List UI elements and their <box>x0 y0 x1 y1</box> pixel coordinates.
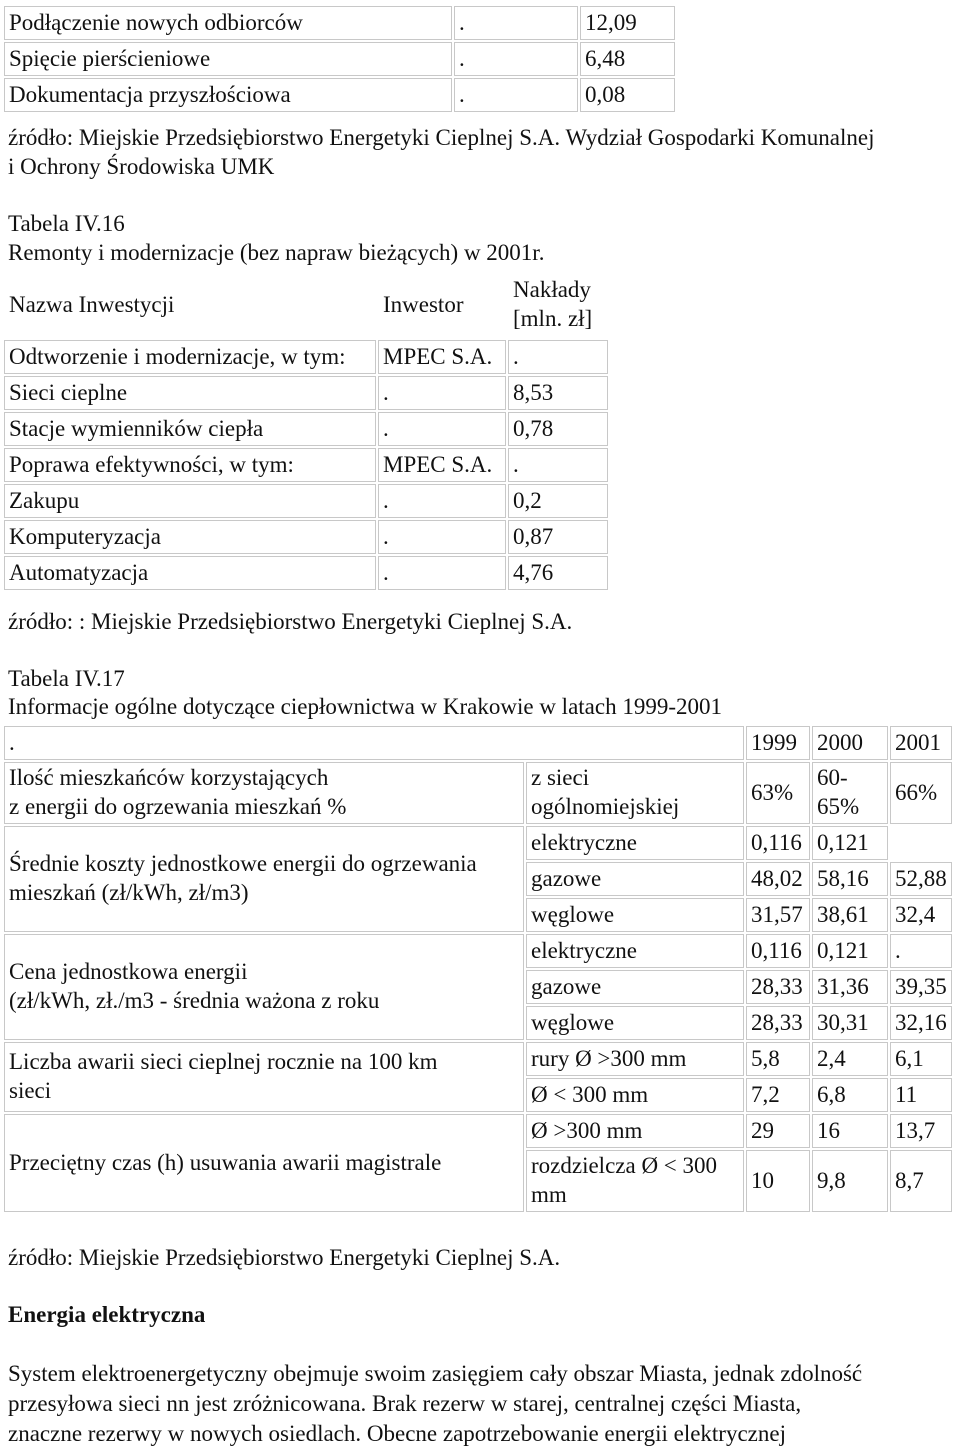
table-row <box>4 520 608 554</box>
table-cell: 7,2 <box>746 1078 810 1112</box>
table-cell: 9,8 <box>812 1150 888 1212</box>
table-row <box>4 556 608 590</box>
table-cell: . <box>454 6 578 40</box>
table-cell: 32,4 <box>890 898 952 932</box>
table-cell: Stacje wymienników ciepła <box>4 412 376 446</box>
table-cell: . <box>378 556 506 590</box>
table-cell: elektryczne <box>526 826 744 860</box>
table-cell: 0,2 <box>508 484 608 518</box>
header-cell: 2001 <box>890 726 952 760</box>
table-cell: 0,116 <box>746 826 810 860</box>
row-label: Liczba awarii sieci cieplnej rocznie na 100 km sieci <box>4 1042 524 1112</box>
table-header-row <box>4 272 608 338</box>
table-iv17 <box>2 724 954 1214</box>
table-cell: 11 <box>890 1078 952 1112</box>
table-cell: MPEC S.A. <box>378 340 506 374</box>
table-cell: Odtworzenie i modernizacje, w tym: <box>4 340 376 374</box>
table-cell: 6,1 <box>890 1042 952 1076</box>
table-cell: . <box>890 934 952 968</box>
table-cell: . <box>378 520 506 554</box>
table-row <box>4 826 952 860</box>
table-row <box>4 78 675 112</box>
table-cell: 0,87 <box>508 520 608 554</box>
source-note: źródło: Miejskie Przedsiębiorstwo Energetyki Cieplnej S.A. Wydział Gospodarki Komunalnej <box>8 125 875 150</box>
table-row <box>4 762 952 824</box>
table-cell: 31,36 <box>812 970 888 1004</box>
table-cell: 10 <box>746 1150 810 1212</box>
table-cell: 28,33 <box>746 970 810 1004</box>
table-cell: 0,116 <box>746 934 810 968</box>
table-cell: Podłączenie nowych odbiorców <box>4 6 452 40</box>
table-cell: . <box>508 340 608 374</box>
table-cell: Poprawa efektywności, w tym: <box>4 448 376 482</box>
table-row <box>4 42 675 76</box>
header-cell: Nazwa Inwestycji <box>4 272 376 338</box>
table-row <box>4 376 608 410</box>
table-cell: 52,88 <box>890 862 952 896</box>
table-row <box>4 448 608 482</box>
table-cell: 0,78 <box>508 412 608 446</box>
table-cell: 29 <box>746 1114 810 1148</box>
table-cell: . <box>378 412 506 446</box>
table-cell: 12,09 <box>580 6 675 40</box>
table-cell: Komputeryzacja <box>4 520 376 554</box>
table-cell: 60- 65% <box>812 762 888 824</box>
table-cell: 8,53 <box>508 376 608 410</box>
table-cell: 39,35 <box>890 970 952 1004</box>
table-cell: węglowe <box>526 898 744 932</box>
table-cell: 8,7 <box>890 1150 952 1212</box>
body-paragraph <box>8 1359 953 1449</box>
paragraph-line: znaczne rezerwy w nowych osiedlach. Obecne zapotrzebowanie energii elektrycznej <box>8 1420 786 1446</box>
table-title: Informacje ogólne dotyczące ciepłownictwa w Krakowie w latach 1999-2001 <box>8 694 722 719</box>
row-label: Przeciętny czas (h) usuwania awarii magistrale <box>4 1114 524 1212</box>
row-label: Cena jednostkowa energii (zł/kWh, zł./m3 - średnia ważona z roku <box>4 934 524 1040</box>
paragraph-line: System elektroenergetyczny obejmuje swoim zasięgiem cały obszar Miasta, jednak zdolność <box>8 1361 863 1386</box>
source-note: źródło: : Miejskie Przedsiębiorstwo Energetyki Cieplnej S.A. <box>8 609 573 634</box>
table-cell: 6,48 <box>580 42 675 76</box>
source-note: i Ochrony Środowiska UMK <box>8 154 275 179</box>
table-cell: 32,16 <box>890 1006 952 1040</box>
table-cell: . <box>378 376 506 410</box>
header-cell: 2000 <box>812 726 888 760</box>
header-cell: Inwestor <box>378 272 506 338</box>
table-cell: z sieci ogólnomiejskiej <box>526 762 744 824</box>
table-cell: 2,4 <box>812 1042 888 1076</box>
table-cell: Zakupu <box>4 484 376 518</box>
table-cell: gazowe <box>526 970 744 1004</box>
table-row <box>4 412 608 446</box>
table-cell: Dokumentacja przyszłościowa <box>4 78 452 112</box>
table-cell: . <box>508 448 608 482</box>
table-cell: Automatyzacja <box>4 556 376 590</box>
table-row <box>4 1114 952 1148</box>
table-label: Tabela IV.17 <box>8 666 125 691</box>
table-cell: 0,08 <box>580 78 675 112</box>
table-cell: węglowe <box>526 1006 744 1040</box>
table-cell: 5,8 <box>746 1042 810 1076</box>
table-cell: Spięcie pierścieniowe <box>4 42 452 76</box>
paragraph-line: przesyłowa sieci nn jest zróżnicowana. Brak rezerw w starej, centralnej części Miasta, <box>8 1390 802 1416</box>
table-cell <box>890 826 952 860</box>
table-row <box>4 340 608 374</box>
table-cell: 28,33 <box>746 1006 810 1040</box>
table-cell: 0,121 <box>812 826 888 860</box>
table-cell: Sieci cieplne <box>4 376 376 410</box>
table-cell: 48,02 <box>746 862 810 896</box>
header-cell: Nakłady [mln. zł] <box>508 272 608 338</box>
table-cell: gazowe <box>526 862 744 896</box>
source-note: źródło: Miejskie Przedsiębiorstwo Energetyki Cieplnej S.A. <box>8 1245 561 1270</box>
top-table <box>2 4 677 114</box>
table-cell: . <box>454 78 578 112</box>
header-cell: 1999 <box>746 726 810 760</box>
table-cell: 4,76 <box>508 556 608 590</box>
table-cell: rury Ø >300 mm <box>526 1042 744 1076</box>
table-cell: 0,121 <box>812 934 888 968</box>
table-header-row <box>4 726 952 760</box>
table-cell: 66% <box>890 762 952 824</box>
table-cell: 58,16 <box>812 862 888 896</box>
table-cell: elektryczne <box>526 934 744 968</box>
table-cell: Ø >300 mm <box>526 1114 744 1148</box>
table-iv16 <box>2 270 610 592</box>
table-cell: Ø < 300 mm <box>526 1078 744 1112</box>
header-cell: . <box>4 726 744 760</box>
row-label: Średnie koszty jednostkowe energii do ogrzewania mieszkań (zł/kWh, zł/m3) <box>4 826 524 932</box>
table-row <box>4 6 675 40</box>
table-cell: 6,8 <box>812 1078 888 1112</box>
table-cell: rozdzielcza Ø < 300 mm <box>526 1150 744 1212</box>
table-row <box>4 1042 952 1076</box>
table-row <box>4 934 952 968</box>
table-label: Tabela IV.16 <box>8 211 125 236</box>
table-cell: . <box>378 484 506 518</box>
table-cell: 63% <box>746 762 810 824</box>
table-title: Remonty i modernizacje (bez napraw bieżących) w 2001r. <box>8 240 545 265</box>
table-row <box>4 484 608 518</box>
table-cell: . <box>454 42 578 76</box>
table-cell: 30,31 <box>812 1006 888 1040</box>
table-cell: 16 <box>812 1114 888 1148</box>
row-label: Ilość mieszkańców korzystających z energii do ogrzewania mieszkań % <box>4 762 524 824</box>
section-heading: Energia elektryczna <box>8 1302 206 1327</box>
table-cell: 38,61 <box>812 898 888 932</box>
table-cell: MPEC S.A. <box>378 448 506 482</box>
table-cell: 31,57 <box>746 898 810 932</box>
table-cell: 13,7 <box>890 1114 952 1148</box>
